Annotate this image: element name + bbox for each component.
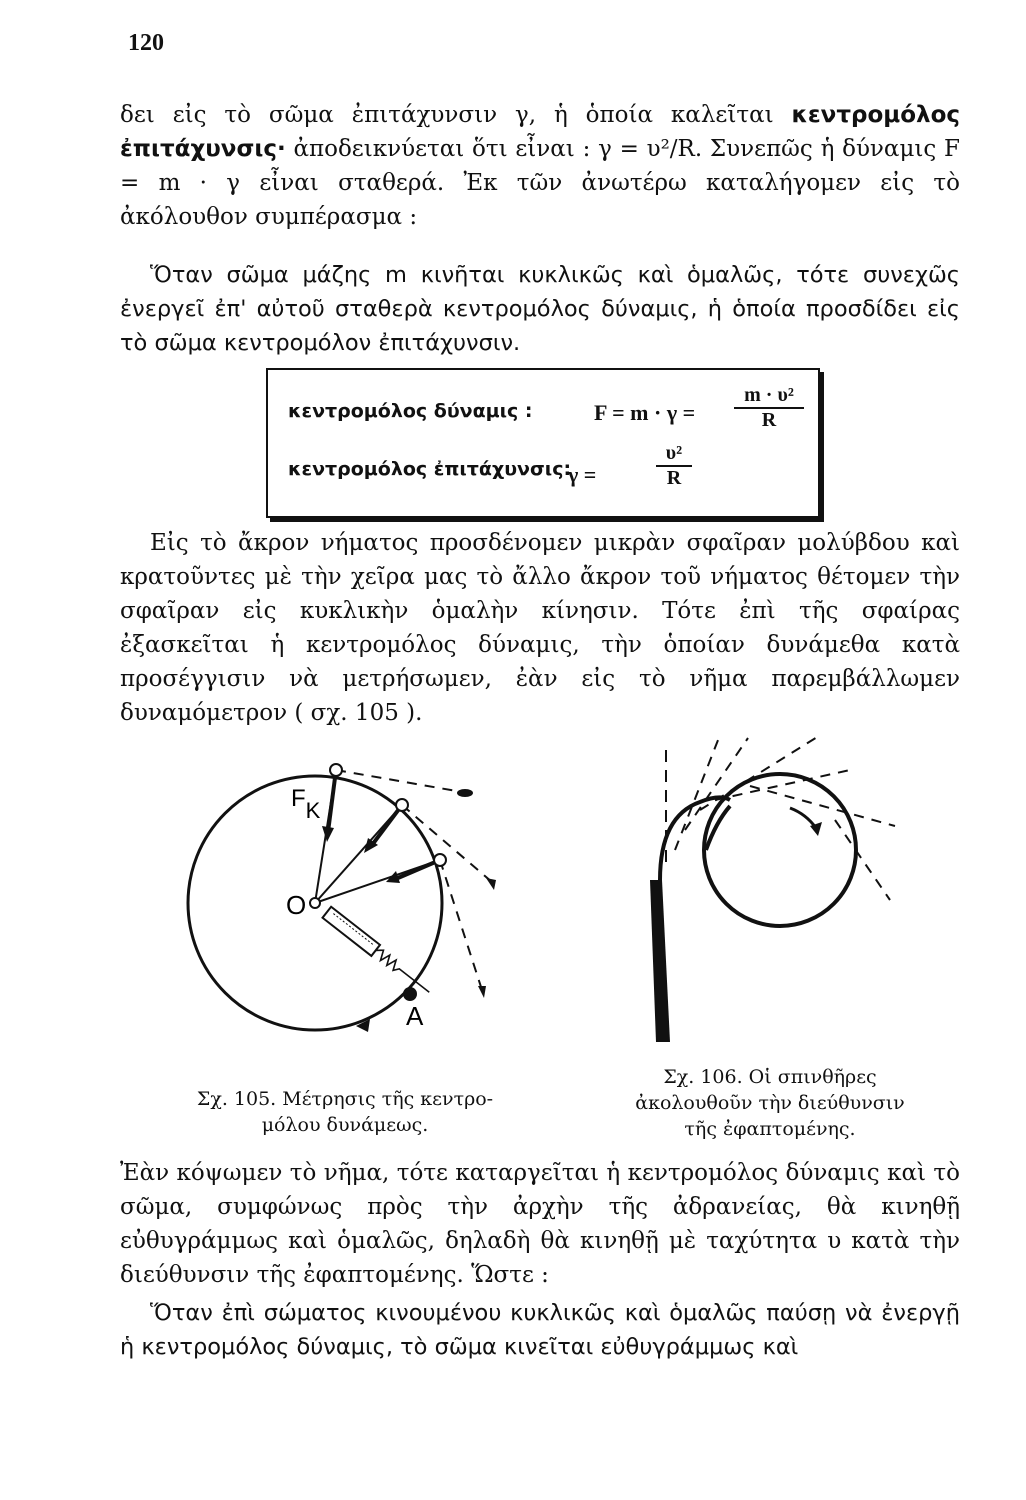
dynamometer [323,907,434,998]
tangent-arrowhead [457,789,473,797]
force-arrowhead [322,826,334,842]
spark-line [835,820,890,900]
tool-contact [660,797,730,880]
force-fraction [734,384,804,432]
tangent-arrowhead [478,986,486,998]
force-numerator: m · υ² [744,384,794,406]
page-number: 120 [128,30,164,56]
wheel-edge [706,806,730,850]
body-position [434,854,446,866]
force-arrow [328,770,336,832]
accel-fraction [656,442,692,490]
accel-label: κεντρομόλος ἐπιτάχυνσις: [288,458,572,480]
caption-figure-106 [620,1064,920,1142]
caption-106-line2: ἀκολουθοῦν τὴν διεύθυνσιν [635,1092,905,1114]
center-point [310,898,320,908]
tangent-line [440,860,482,990]
statement-inertia: Ὅταν ἐπὶ σώματος κινουμένου κυκλικῶς καὶ ὁμαλῶς παύσῃ νὰ ἐνεργῇ ἡ κεντρομόλος δύναμις, τὸ σῶμα κινεῖται εὐθυγράμμως καὶ [120,1300,960,1360]
caption-106-line1: Σχ. 106. Οἱ σπινθῆρες [663,1066,877,1088]
body-position [330,764,342,776]
body-position [396,799,408,811]
accel-numerator: υ² [665,442,683,464]
paragraph-inertia: Ἐὰν κόψωμεν τὸ νῆμα, τότε καταργεῖται ἡ κεντρομόλος δύναμις καὶ τὸ σῶμα, συμφώνως πρὸς τὴν ἀρχὴν τῆς ἀδρανείας, θὰ κινηθῇ εὐθυγράμμως καὶ ὁμαλῶς, δηλαδὴ θὰ κινηθῇ μὲ ταχύτητα υ κατὰ τὴν διεύθυνσιν τῆς ἐφαπτομένης. Ὥστε : [120,1160,960,1288]
caption-105-line1: Σχ. 105. Μέτρησις τῆς κεντρο- [196,1088,494,1110]
label-center-o: O [286,890,307,920]
spark-line [750,786,895,826]
figure-105 [170,740,520,1040]
figure-106 [630,730,930,1060]
label-fk: FK [291,785,321,823]
rotation-arrow [790,808,816,828]
formula-box [266,368,820,518]
accel-denominator: R [656,465,692,490]
caption-105-line2: μόλου δυνάμεως. [261,1114,429,1136]
force-arrow [372,805,402,845]
label-point-a: A [406,1001,424,1031]
intro-text-rest: ἀποδεικνύεται ὅτι εἶναι : γ = υ²/R. Συνεπῶς ἡ δύναμις F = m · γ εἶναι σταθερά. Ἐκ τῶν ἀνωτέρω καταλήγομεν εἰς τὸ ἀκόλουθον συμπέρασμα : [120,136,960,230]
statement-centripetal-force: Ὅταν σῶμα μάζης m κινῆται κυκλικῶς καὶ ὁμαλῶς, τότε συνεχῶς ἐνεργεῖ ἐπ' αὐτοῦ σταθερὰ κεντρομόλος δύναμις, ἡ ὁποία προσδίδει εἰς τὸ σῶμα κεντρομόλον ἐπιτάχυνσιν. [120,262,960,356]
accel-formula: γ = [568,462,597,487]
caption-106-line3: τῆς ἐφαπτομένης. [684,1118,856,1140]
intro-text: δει εἰς τὸ σῶμα ἐπιτάχυνσιν γ, ἡ ὁποία καλεῖται [120,102,792,128]
paragraph-experiment: Εἰς τὸ ἄκρον νήματος προσδένομεν μικρὰν σφαῖραν μολύβδου καὶ κρατοῦντες μὲ τὴν χεῖρα μας τὸ ἄλλο ἄκρον τοῦ νήματος θέτομεν τὴν σφαῖραν εἰς κυκλικὴν ὁμαλὴν κίνησιν. Τότε ἐπὶ τῆς σφαίρας ἐξασκεῖται ἡ κεντρομόλος δύναμις, τὴν ὁποίαν δυνάμεθα κατὰ προσέγγισιν νὰ μετρήσωμεν, ἐὰν εἰς τὸ νῆμα παρεμβάλλωμεν δυναμόμετρον ( σχ. 105 ). [120,530,960,726]
caption-figure-105 [175,1086,515,1138]
tangent-arrowhead [486,878,496,890]
paragraph-intro [120,98,960,234]
term-centripetal-acceleration: κεντρομόλος ἐπιτάχυνσις· [120,102,960,162]
force-label: κεντρομόλος δύναμις : [288,400,533,422]
point-a [403,987,417,1001]
force-formula: F = m · γ = [594,400,696,425]
force-denominator: R [734,407,804,432]
tool-handle [650,880,670,1042]
